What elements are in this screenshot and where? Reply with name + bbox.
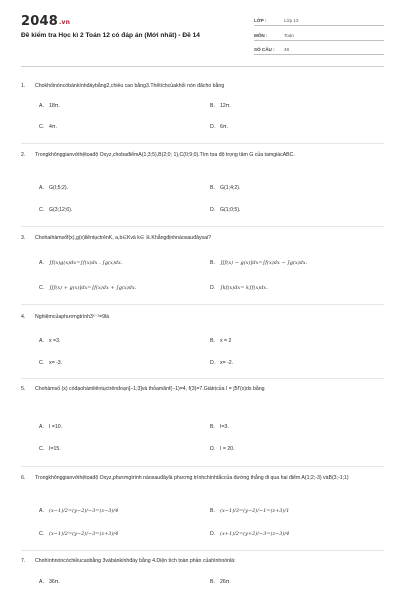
question-text: Nghiệmcủaphươngtrình3ˣ⁻¹=9là [35,314,110,320]
option-b[interactable]: B. I=3. [210,424,229,430]
option-b[interactable]: B. 12π. [210,103,231,109]
option-b[interactable]: B. (x−1)/3=(y−2)/−1=(z+3)/1 [210,508,290,514]
option-d[interactable]: D. (x+1)/2=(y+2)/−3=(z−3)/4 [210,531,290,537]
option-d[interactable]: D. x= -2. [210,360,234,366]
option-b[interactable]: B. x = 2 [210,338,232,344]
option-c[interactable]: C. G(3;12;6). [39,207,73,213]
option-a[interactable]: A. 36π. [39,579,60,585]
option-c[interactable]: C. x= -3. [39,360,63,366]
question-number: 6. [21,475,26,481]
question-text: Trongkhônggianvớihệtọađộ Oxyz,chobađiểmA(1;3;5),B(2;0; 1),C(0;9;0).Tìm tọa độ trọng tâm G của tamgiácABC. [35,152,295,158]
meta-question-count: SỐ CÂU : 48 [254,45,384,55]
option-d[interactable]: D. I = 20. [210,446,235,452]
option-a[interactable]: A. ∫f(x)g(x)dx=∫f(x)dx . ∫g(x)dx. [39,260,123,266]
option-a[interactable]: A. x =3. [39,338,61,344]
question-text: Chohàmsố (x) cóđạohàmliêntụctrênđoạn[−1;3]và thỏamãnf(−1)=4, f(3)=7.Giátrịcủa I = ∫5f'(x)dx bằng [35,386,265,392]
question-divider [21,304,384,305]
meta-class: LỚP : Lớp 12 [254,16,384,26]
option-a[interactable]: A. 18π. [39,103,60,109]
question-number: 1. [21,83,26,89]
option-c[interactable]: C. I=15. [39,446,61,452]
page-header [0,0,400,62]
question-text: Chohìnhnóncóchiềucaobằng 3vàbánkínhđáy bằng 4.Diện tích toàn phần củahìnhnónlà: [35,558,236,564]
question-divider [21,550,384,551]
exam-title: Đề kiểm tra Học kì 2 Toán 12 có đáp án (Mới nhất) - Đề 14 [21,32,200,39]
option-d[interactable]: D. G(1;0;5). [210,207,241,213]
question-text: Trongkhônggianvớihệtọađộ Oxyz,phươngtrình nàosauđâylà phương trìnhchínhtắccủa đường thẳng đi qua hai điểm A(1;2;-3) vàB(3;-1;1) [35,475,349,481]
option-a[interactable]: A. I =10. [39,424,63,430]
logo-suffix: .vn [58,19,71,26]
question-divider [21,378,384,379]
option-b[interactable]: B. 26π. [210,579,231,585]
question-text: Chohaihàmsốf(x),g(x)liêntụctrênK, a,b∈Kvà k∈ ℝ.Khẳngđịnhnàosauđâysai? [35,235,212,241]
meta-subject: MÔN : Toán [254,31,384,41]
site-logo[interactable] [21,14,70,29]
logo-text: 2048 [21,14,58,29]
option-a[interactable]: A. (x−1)/2=(y−2)/−3=(z−3)/4 [39,508,119,514]
question-divider [21,226,384,227]
question-divider [21,143,384,144]
option-b[interactable]: B. G(1;4;2). [210,185,241,191]
header-divider [21,66,384,67]
question-number: 3. [21,235,26,241]
option-c[interactable]: C. (x−1)/2=(y−2)/−3=(z+3)/4 [39,531,119,537]
question-text: Chokhốinóncóbánkínhđáybằng2,chiều cao bằng3.Thểtíchcủakhối nón đãcho bằng [35,83,225,89]
option-a[interactable]: A. G(I;5;2). [39,185,69,191]
option-d[interactable]: D. 6π. [210,124,228,130]
option-c[interactable]: C. 4π. [39,124,57,130]
question-number: 2. [21,152,26,158]
option-d[interactable]: D. ∫kf(x)dx= k∫f(x)dx. [210,285,268,291]
question-divider [21,466,384,467]
option-c[interactable]: C. ∫[f(x) + g(x)]dx=∫f(x)dx + ∫g(x)dx. [39,285,137,291]
question-number: 5. [21,386,26,392]
option-b[interactable]: B. ∫[f(x) − g(x)]dx=∫f(x)dx − ∫g(x)dx. [210,260,308,266]
question-number: 4. [21,314,26,320]
question-number: 7. [21,558,26,564]
